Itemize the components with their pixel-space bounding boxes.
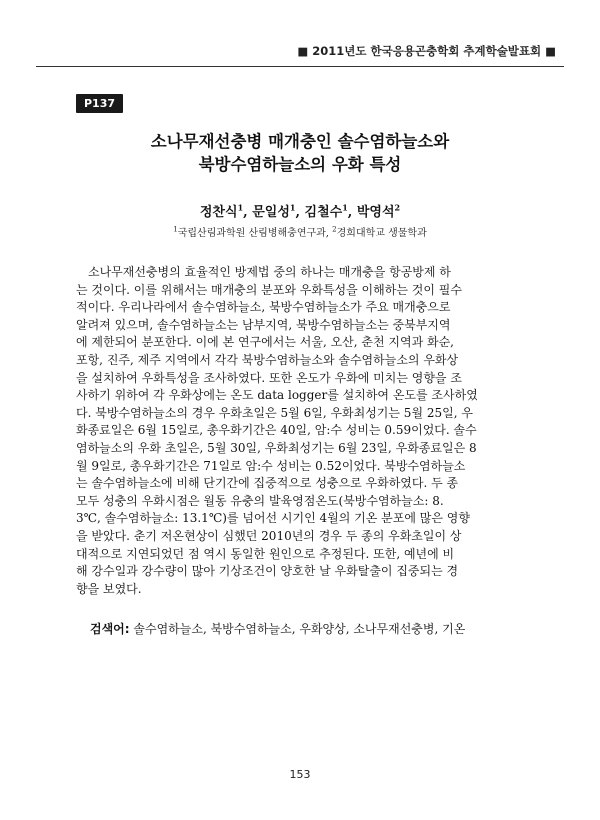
author-affiliation-mark: 2 <box>394 202 401 213</box>
affiliation-text: 경희대학교 생물학과 <box>336 228 427 239</box>
abstract-line: 포항, 진주, 제주 지역에서 각각 북방수염하늘소와 솔수염하늘소의 우화상 <box>76 352 459 367</box>
conference-header-text: ■ 2011년도 한국응용곤충학회 추계학술발표회 ■ <box>297 44 556 58</box>
abstract-line: 월 9일로, 총우화기간은 71일로 암:수 성비는 0.52이었다. 북방수염하늘소 <box>76 458 466 473</box>
author-name: 문일성 <box>252 205 290 220</box>
affiliations <box>60 224 540 239</box>
abstract-line: 다. 북방수염하늘소의 경우 우화초일은 5월 6일, 우화최성기는 5월 25일, 우 <box>76 405 473 420</box>
keywords-label: 검색어: <box>90 622 130 636</box>
abstract-line: 염하늘소의 우화 초일은, 5월 30일, 우화최성기는 6월 23일, 우화종료일은 8 <box>76 440 477 455</box>
author-affiliation-mark: 1 <box>237 202 244 213</box>
author-separator: , <box>243 205 253 220</box>
abstract-line: 모두 성충의 우화시점은 월동 유충의 발육영점온도(북방수염하늘소: 8. <box>76 493 444 508</box>
author-affiliation-mark: 1 <box>342 202 348 213</box>
abstract-line: 알려져 있으며, 솔수염하늘소는 남부지역, 북방수염하늘소는 중북부지역 <box>76 317 451 332</box>
author-name: 박영석 <box>356 205 395 220</box>
abstract-body <box>76 264 524 598</box>
keywords-text: 솔수염하늘소, 북방수염하늘소, 우화양상, 소나무재선충병, 기온 <box>129 622 466 636</box>
abstract-line: 사하기 위하여 각 우화상에는 온도 data logger를 설치하여 온도를 조사하였 <box>76 388 478 403</box>
keywords <box>90 620 530 637</box>
title-line: 소나무재선충병 매개충인 솔수염하늘소와 <box>150 132 450 151</box>
abstract-line: 적이다. 우리나라에서 솔수염하늘소, 북방수염하늘소가 주요 매개충으로 <box>76 300 451 315</box>
conference-header <box>36 36 564 67</box>
abstract-line: 는 솔수염하늘소에 비해 단기간에 집중적으로 성충으로 우화하였다. 두 종 <box>76 476 459 491</box>
author-name: 김철수 <box>304 205 343 220</box>
paper-title <box>60 130 540 176</box>
author-name: 정찬식 <box>199 205 238 220</box>
abstract-line: 해 강수일과 강수량이 많아 기상조건이 양호한 날 우화탈출이 집중되는 경 <box>76 564 459 579</box>
author-separator: , <box>295 205 305 220</box>
abstract-line: 는 것이다. 이를 위해서는 매개충의 분포와 우화특성을 이해하는 것이 필수 <box>76 282 462 297</box>
author-separator: , <box>347 205 357 220</box>
affiliation-text: 국립산림과학원 산림병해충연구과, <box>177 228 333 239</box>
abstract-line: 을 받았다. 춘기 저온현상이 심했던 2010년의 경우 두 종의 우화초일이 상 <box>76 528 462 543</box>
abstract-line: 대적으로 지연되었던 점 역시 동일한 원인으로 추정된다. 또한, 예년에 비 <box>76 546 455 561</box>
abstract-line: 3℃, 솔수염하늘소: 13.1℃)를 넘어선 시기인 4월의 기온 분포에 많은 영향 <box>76 511 470 526</box>
affiliation-mark: 2 <box>332 225 337 234</box>
title-line: 북방수염하늘소의 우화 특성 <box>198 155 402 174</box>
abstract-line: 화종료일은 6월 15일로, 총우화기간은 40일, 암:수 성비는 0.59이었다. 솔수 <box>76 423 477 438</box>
author-list <box>60 201 540 220</box>
page-number: 153 <box>289 768 311 781</box>
poster-number-badge: P137 <box>76 94 123 113</box>
abstract-line: 소나무재선충병의 효율적인 방제법 중의 하나는 매개충을 항공방제 하 <box>88 265 451 279</box>
affiliation-mark: 1 <box>173 225 178 234</box>
abstract-line: 에 제한되어 분포한다. 이에 본 연구에서는 서울, 오산, 춘천 지역과 화순, <box>76 335 454 350</box>
abstract-line: 을 설치하여 우화특성을 조사하였다. 또한 온도가 우화에 미치는 영향을 조 <box>76 370 462 385</box>
author-affiliation-mark: 1 <box>289 202 296 213</box>
abstract-line: 향을 보였다. <box>76 581 142 596</box>
